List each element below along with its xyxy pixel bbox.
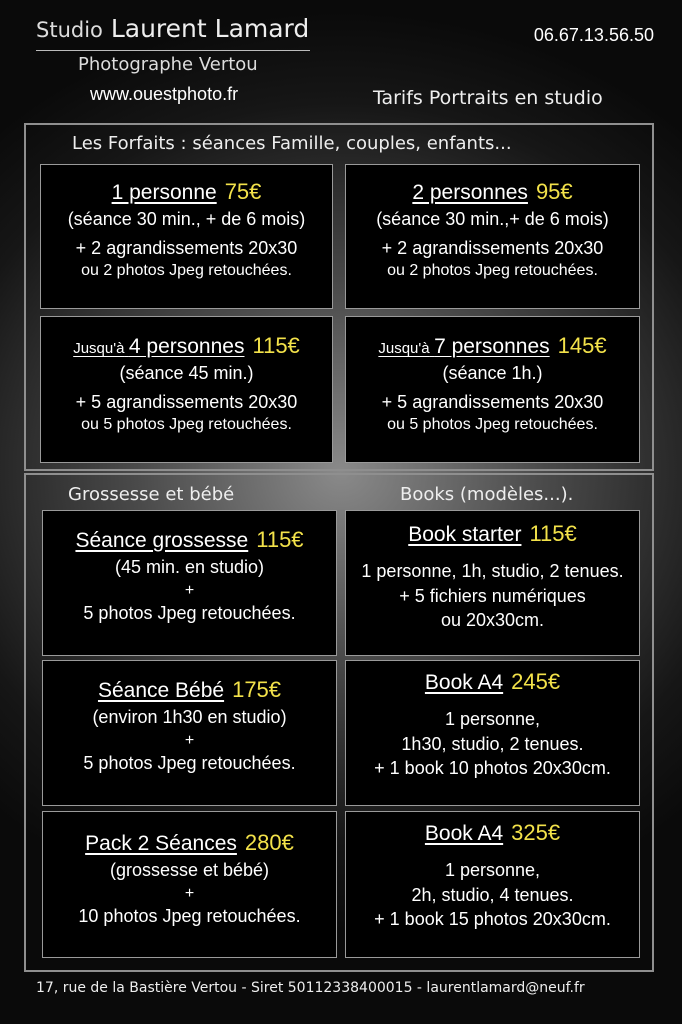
book-detail: 1 personne, 1h, studio, 2 tenues. <box>361 561 624 582</box>
book-detail: + 1 book 10 photos 20x30cm. <box>374 757 611 778</box>
forfait-price: 115€ <box>252 333 300 358</box>
forfait-detail: + 5 agrandissements 20x30 <box>381 391 604 412</box>
seance-name: Pack 2 Séances <box>85 832 237 855</box>
book-name: Book A4 <box>424 822 504 845</box>
book-detail: + 5 fichiers numériques <box>399 585 586 606</box>
book-detail: + 1 book 15 photos 20x30cm. <box>374 908 611 929</box>
brand-divider <box>36 50 310 51</box>
forfait-detail: (séance 30 min., + de 6 mois) <box>67 209 306 230</box>
grossesse-box-3 <box>42 811 337 958</box>
forfait-detail: (séance 45 min.) <box>119 363 254 384</box>
book-box-2 <box>345 660 640 806</box>
forfait-box-2 <box>345 164 640 309</box>
forfait-detail: ou 5 photos Jpeg retouchées. <box>387 415 598 433</box>
footer-contact: 17, rue de la Bastière Vertou - Siret 50112338400015 - laurentlamard@neuf.fr <box>36 980 585 996</box>
forfait-prefix: Jusqu'à <box>73 340 125 357</box>
forfait-detail: + 2 agrandissements 20x30 <box>381 237 604 258</box>
forfait-name: 4 personnes <box>128 335 245 358</box>
forfait-detail: ou 5 photos Jpeg retouchées. <box>81 415 292 433</box>
forfait-box-4 <box>345 316 640 463</box>
grossesse-box-2 <box>42 660 337 806</box>
grossesse-title: Grossesse et bébé <box>68 484 235 505</box>
phone-number: 06.67.13.56.50 <box>533 25 654 45</box>
tarifs-title: Tarifs Portraits en studio <box>373 87 603 109</box>
book-detail: 1 personne, <box>444 860 541 881</box>
studio-name: Laurent Lamard <box>110 14 310 43</box>
forfait-price: 95€ <box>535 179 573 204</box>
forfait-name: 1 personne <box>111 181 217 204</box>
book-detail: 1h30, studio, 2 tenues. <box>401 733 584 754</box>
book-price: 245€ <box>511 669 561 694</box>
forfait-detail: ou 2 photos Jpeg retouchées. <box>387 261 598 279</box>
studio-prefix: Studio <box>36 18 103 42</box>
forfait-detail: (séance 1h.) <box>442 363 543 384</box>
book-detail: 1 personne, <box>444 709 541 730</box>
seance-price: 115€ <box>256 527 304 552</box>
forfait-prefix: Jusqu'à <box>378 340 430 357</box>
forfait-box-1 <box>40 164 333 309</box>
forfait-price: 145€ <box>557 333 607 358</box>
studio-subtitle: Photographe Vertou <box>78 54 258 75</box>
forfaits-title: Les Forfaits : séances Famille, couples, enfants... <box>72 133 512 154</box>
books-title: Books (modèles...). <box>400 484 574 505</box>
seance-detail: 5 photos Jpeg retouchées. <box>83 603 296 624</box>
grossesse-box-1 <box>42 510 337 656</box>
book-name: Book A4 <box>424 671 504 694</box>
seance-detail: 10 photos Jpeg retouchées. <box>78 906 301 927</box>
website-link[interactable]: www.ouestphoto.fr <box>90 84 239 104</box>
forfait-detail: + 2 agrandissements 20x30 <box>75 237 298 258</box>
seance-price: 280€ <box>244 830 294 855</box>
book-detail: ou 20x30cm. <box>440 609 545 630</box>
seance-detail: (grossesse et bébé) <box>109 860 270 881</box>
book-detail: 2h, studio, 4 tenues. <box>411 884 574 905</box>
book-price: 115€ <box>529 521 577 546</box>
forfait-detail: + 5 agrandissements 20x30 <box>75 391 298 412</box>
seance-detail: (45 min. en studio) <box>114 557 265 578</box>
forfait-name: 7 personnes <box>434 335 550 358</box>
forfait-detail: (séance 30 min.,+ de 6 mois) <box>376 209 609 230</box>
forfait-price: 75€ <box>224 179 262 204</box>
seance-detail: (environ 1h30 en studio) <box>92 707 287 728</box>
forfait-box-3 <box>40 316 333 463</box>
seance-name: Séance Bébé <box>97 679 225 702</box>
forfait-detail: ou 2 photos Jpeg retouchées. <box>81 261 292 279</box>
seance-price: 175€ <box>232 677 282 702</box>
forfait-name: 2 personnes <box>412 181 528 204</box>
seance-name: Séance grossesse <box>75 529 249 552</box>
seance-detail: + <box>184 581 195 599</box>
book-name: Book starter <box>408 523 522 546</box>
seance-detail: + <box>184 884 195 902</box>
seance-detail: + <box>184 731 195 749</box>
studio-brand <box>36 14 309 43</box>
book-box-1 <box>345 510 640 656</box>
seance-detail: 5 photos Jpeg retouchées. <box>83 753 296 774</box>
book-box-3 <box>345 811 640 958</box>
book-price: 325€ <box>511 820 561 845</box>
